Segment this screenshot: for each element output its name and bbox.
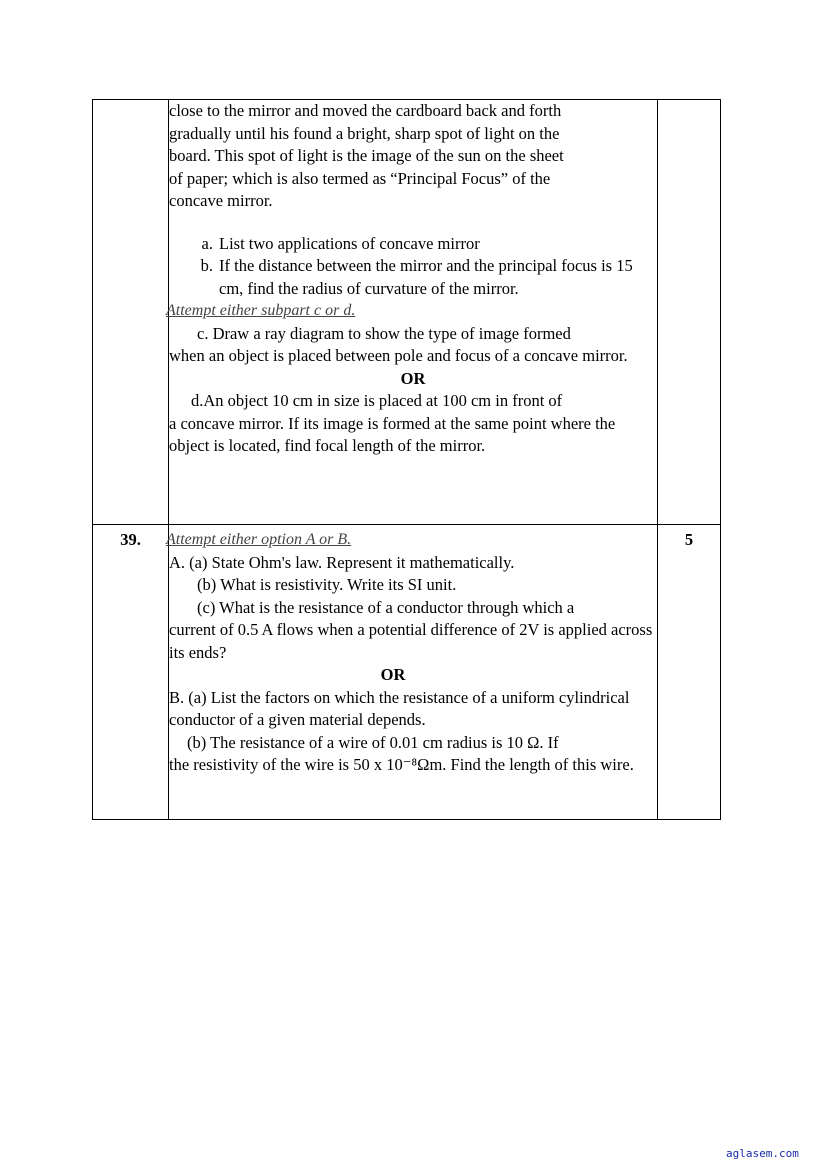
intro-line-5: concave mirror. — [169, 191, 273, 210]
question-number-cell — [93, 525, 169, 820]
subpart-d-first-line: d.An object 10 cm in size is placed at 100 cm in front of — [191, 391, 563, 410]
or-separator: OR — [400, 368, 426, 388]
marks-cell — [658, 525, 721, 820]
question-number: 39. — [120, 530, 141, 549]
option-b-part-b-rest: the resistivity of the wire is 50 x 10⁻⁸Ωm. Find the length of this wire. — [169, 755, 634, 774]
option-a-part-b: (b) What is resistivity. Write its SI unit. — [197, 575, 457, 594]
marks-cell — [658, 100, 721, 525]
or-separator: OR — [380, 665, 406, 684]
question-row-39 — [93, 525, 721, 820]
subpart-d-rest: a concave mirror. If its image is formed at the same point where the object is located, find focal length of the mirror. — [169, 413, 616, 455]
watermark-link[interactable]: aglasem.com — [726, 1147, 799, 1160]
spacer — [169, 213, 657, 233]
list-label-a: a. — [201, 233, 213, 253]
option-a-part-a: A. (a) State Ohm's law. Represent it mathematically. — [169, 552, 515, 572]
list-label-b: b. — [200, 256, 213, 275]
option-a-part-c-rest: current of 0.5 A flows when a potential difference of 2V is applied across its ends? — [169, 620, 653, 662]
question-body-cell — [166, 525, 658, 820]
list-text-a: List two applications of concave mirror — [219, 233, 480, 253]
list-text-b: If the distance between the mirror and the principal focus is 15 cm, find the radius of curvature of the mirror. — [219, 256, 633, 298]
subpart-c-rest: when an object is placed between pole and focus of a concave mirror. — [169, 346, 628, 365]
option-a-part-c-first-line: (c) What is the resistance of a conductor through which a — [197, 597, 575, 617]
question-number-cell — [93, 100, 169, 525]
list-item-b — [169, 255, 657, 300]
question-row-38 — [93, 100, 721, 525]
subpart-c-first-line: c. Draw a ray diagram to show the type of image formed — [197, 323, 571, 343]
attempt-note: Attempt either option A or B. — [166, 531, 352, 548]
intro-line-4: of paper; which is also termed as “Principal Focus” of the — [169, 168, 551, 188]
intro-line-2: gradually until his found a bright, sharp spot of light on the — [169, 123, 560, 143]
marks-value: 5 — [684, 530, 694, 549]
question-body-cell — [166, 100, 658, 525]
list-item-a — [169, 233, 657, 256]
option-b-part-b-first-line: (b) The resistance of a wire of 0.01 cm radius is 10 Ω. If — [187, 732, 559, 752]
question-table — [92, 99, 721, 820]
intro-line-3: board. This spot of light is the image of the sun on the sheet — [169, 146, 564, 165]
attempt-note: Attempt either subpart c or d. — [166, 302, 356, 319]
option-b-part-a: B. (a) List the factors on which the resistance of a uniform cylindrical conductor of a given material depends. — [169, 687, 630, 729]
intro-line-1: close to the mirror and moved the cardboard back and forth — [169, 101, 562, 120]
